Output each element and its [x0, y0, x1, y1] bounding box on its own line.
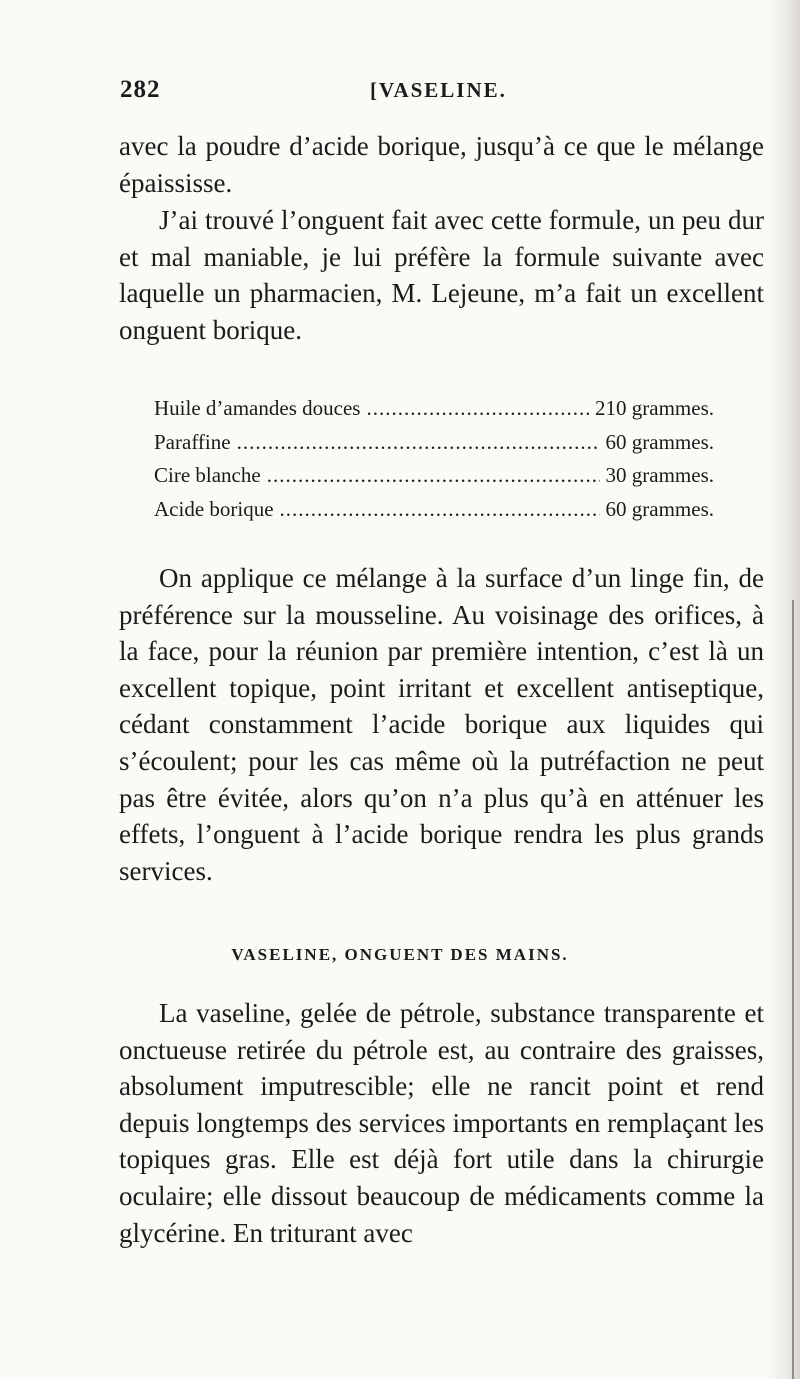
recipe-ingredient: Acide borique	[154, 496, 274, 521]
paragraph-vaseline: La vaseline, gelée de pétrole, substance transparente et onctueuse retirée du pétrole est, au contraire des graisses, absolument imputrescible; elle ne rancit point et rend depuis longtemps des services importants en remplaçant les topiques gras. Elle est déjà fort utile dans la chirurgie oculaire; elle dissout beaucoup de médicaments comme la glycérine. En triturant avec	[119, 998, 764, 1248]
recipe-row	[154, 459, 714, 493]
recipe-quantity: 60 grammes.	[605, 429, 714, 454]
paragraph-application: On applique ce mélange à la surface d’un linge fin, de préférence sur la mousseline. Au voisinage des orifices, à la face, pour la réunion par première intention, c’est là un excellent topique, point irritant et excellent antiseptique, cédant constamment l’acide borique aux liquides qui s’écoulent; pour les cas même où la putréfaction ne peut pas être évitée, alors qu’on n’a plus qu’à en atténuer les effets, l’onguent à l’acide borique rendra les plus grands services.	[119, 563, 764, 886]
recipe-quantity: 60 grammes.	[605, 496, 714, 521]
recipe-ingredient: Cire blanche	[154, 463, 261, 487]
recipe-row	[154, 426, 714, 460]
recipe-ingredient: Paraffine	[154, 429, 231, 454]
page-edge-line	[792, 600, 794, 1379]
page-number: 282	[120, 76, 161, 103]
paragraph-formula-intro: J’ai trouvé l’onguent fait avec cette formule, un peu dur et mal maniable, je lui préfère la formule suivante avec laquelle un pharmacien, M. Lejeune, m’a fait un excellent onguent borique.	[119, 205, 764, 345]
running-head: [VASELINE.	[370, 78, 507, 102]
recipe-quantity: 210 grammes.	[595, 396, 714, 420]
paragraph-continuation: avec la poudre d’acide borique, jusqu’à ce que le mélange épaississe.	[119, 131, 764, 198]
dot-leader	[280, 493, 600, 527]
dot-leader	[237, 426, 600, 460]
recipe-ingredient: Huile d’amandes douces	[154, 396, 361, 420]
recipe-row	[154, 392, 714, 426]
dot-leader	[267, 459, 600, 493]
recipe-row	[154, 493, 714, 527]
recipe-table	[154, 392, 714, 526]
recipe-quantity: 30 grammes.	[605, 463, 714, 487]
page-header	[0, 76, 800, 112]
dot-leader	[366, 392, 589, 426]
section-heading: VASELINE, ONGUENT DES MAINS.	[231, 945, 569, 964]
page-edge-shadow	[766, 0, 800, 1379]
